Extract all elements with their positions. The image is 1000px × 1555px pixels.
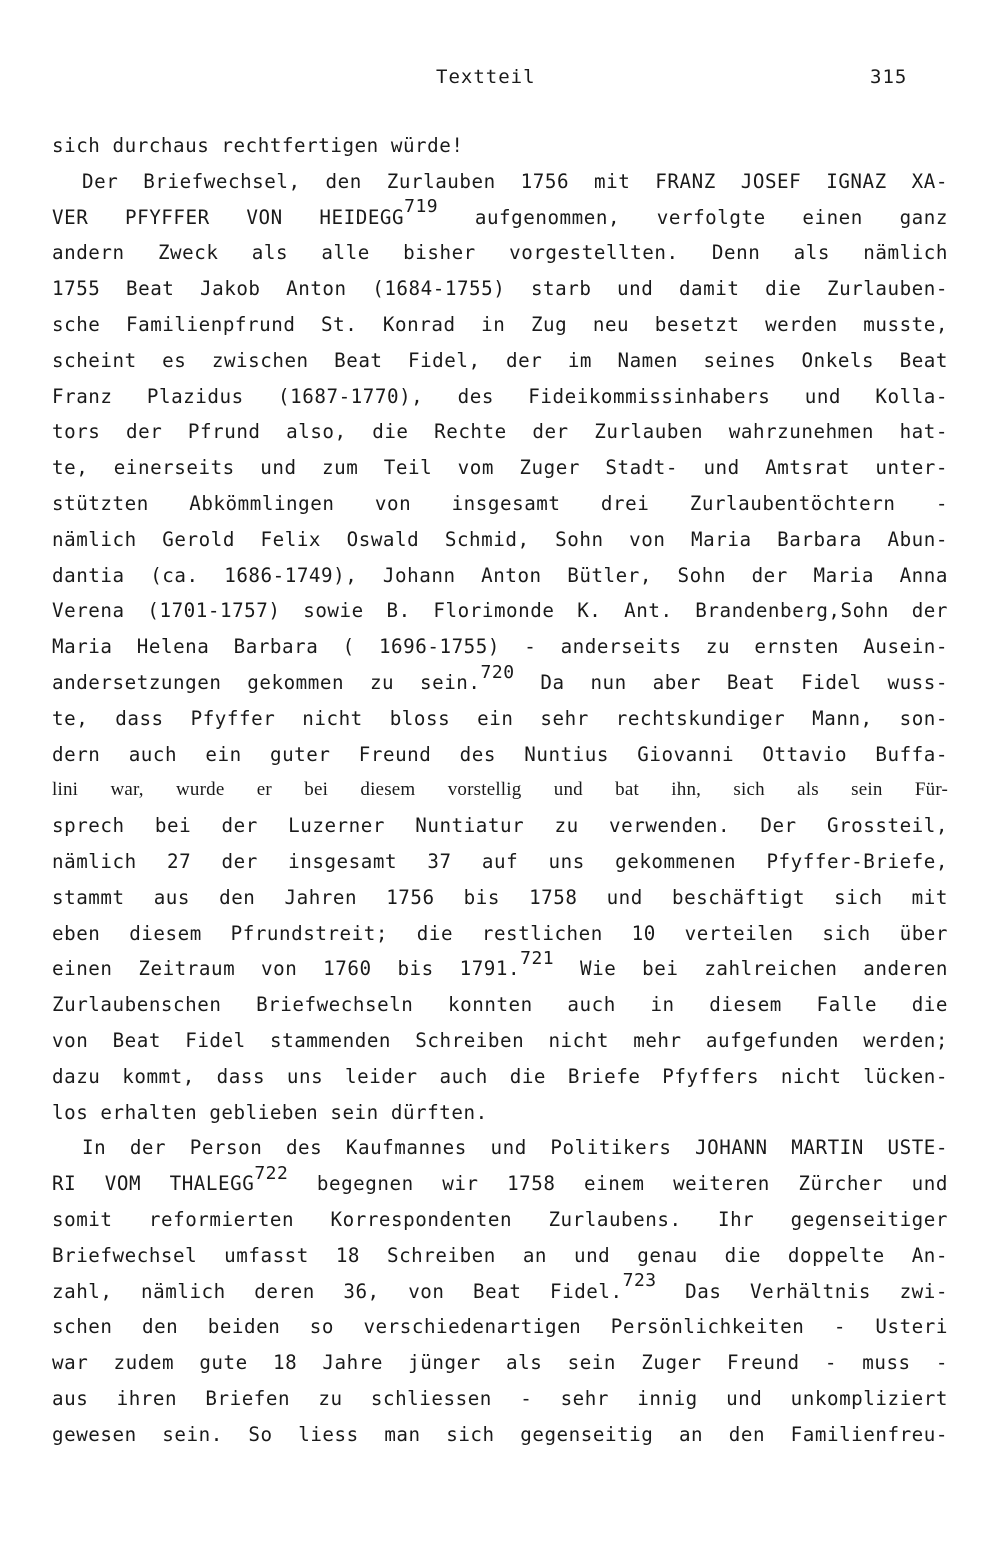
text-line: gewesen sein. So liess man sich gegenseitig an den Familienfreu- <box>52 1422 948 1446</box>
text-line: los erhalten geblieben sein dürften. <box>52 1100 488 1124</box>
text-line: 1755 Beat Jakob Anton (1684-1755) starb und damit die Zurlauben- <box>52 277 948 301</box>
text-line: nämlich 27 der insgesamt 37 auf uns gekommenen Pfyffer-Briefe, <box>52 849 948 873</box>
text-line: sich durchaus rechtfertigen würde! <box>52 134 464 157</box>
body-text <box>52 128 948 1452</box>
page-number: 315 <box>870 66 908 88</box>
text-line: nämlich Gerold Felix Oswald Schmid, Sohn von Maria Barbara Abun- <box>52 527 948 551</box>
line-text-continued: Wie bei zahlreichen anderen <box>580 957 948 981</box>
footnote-marker: 720 <box>480 661 515 683</box>
text-line: sche Familienpfrund St. Konrad in Zug neu besetzt werden musste, <box>52 312 948 336</box>
text-line: von Beat Fidel stammenden Schreiben nicht mehr aufgefunden werden; <box>52 1028 948 1052</box>
line-text-continued: begegnen wir 1758 einem weiteren Zürcher und <box>316 1172 948 1196</box>
text-line: stammt aus den Jahren 1756 bis 1758 und beschäftigt sich mit <box>52 885 948 909</box>
text-line: somit reformierten Korrespondenten Zurlaubens. Ihr gegenseitiger <box>52 1207 948 1231</box>
text-line: te, einerseits und zum Teil vom Zuger Stadt- und Amtsrat unter- <box>52 456 948 480</box>
text-line <box>52 661 948 701</box>
text-line <box>52 947 948 987</box>
text-line: schen den beiden so verschiedenartigen Persönlichkeiten - Usteri <box>52 1315 948 1339</box>
text-line: Verena (1701-1757) sowie B. Florimonde K. Ant. Brandenberg,Sohn der <box>52 599 948 623</box>
text-line: tors der Pfrund also, die Rechte der Zurlauben wahrzunehmen hat- <box>52 420 948 444</box>
footnote-marker: 721 <box>520 947 555 969</box>
text-line: dern auch ein guter Freund des Nuntius Giovanni Ottavio Buffa- <box>52 742 948 766</box>
text-line: Briefwechsel umfasst 18 Schreiben an und genau die doppelte An- <box>52 1243 948 1267</box>
text-line: eben diesem Pfrundstreit; die restlichen 10 verteilen sich über <box>52 921 948 945</box>
line-text: VER PFYFFER VON HEIDEGG <box>52 205 405 229</box>
text-line: dazu kommt, dass uns leider auch die Briefe Pfyffers nicht lücken- <box>52 1064 948 1088</box>
footnote-marker: 723 <box>622 1270 657 1292</box>
text-line <box>52 1162 948 1202</box>
line-text-continued: Da nun aber Beat Fidel wuss- <box>540 670 948 694</box>
line-text: andersetzungen gekommen zu sein. <box>52 670 481 694</box>
text-line <box>52 1270 948 1310</box>
line-text: einen Zeitraum von 1760 bis 1791. <box>52 957 521 981</box>
line-text: RI VOM THALEGG <box>52 1172 255 1196</box>
text-line: te, dass Pfyffer nicht bloss ein sehr rechtskundiger Mann, son- <box>52 706 948 730</box>
footnote-marker: 719 <box>404 196 439 218</box>
text-line: Zurlaubenschen Briefwechseln konnten auch in diesem Falle die <box>52 993 948 1017</box>
text-line: lini war, wurde er bei diesem vorstellig und bat ihn, sich als sein Für- <box>52 779 948 801</box>
text-line: andern Zweck als alle bisher vorgestellten. Denn als nämlich <box>52 241 948 265</box>
text-line: aus ihren Briefen zu schliessen - sehr innig und unkompliziert <box>52 1386 948 1410</box>
text-line: Franz Plazidus (1687-1770), des Fideikommissinhabers und Kolla- <box>52 384 948 408</box>
text-line: stützten Abkömmlingen von insgesamt drei Zurlaubentöchtern - <box>52 491 948 515</box>
line-text-continued: Das Verhältnis zwi- <box>685 1279 948 1303</box>
line-text: zahl, nämlich deren 36, von Beat Fidel. <box>52 1279 623 1303</box>
text-line: war zudem gute 18 Jahre jünger als sein Zuger Freund - muss - <box>52 1351 948 1375</box>
text-line: Maria Helena Barbara ( 1696-1755) - anderseits zu ernsten Ausein- <box>52 635 948 659</box>
text-line <box>52 196 948 236</box>
text-line: sprech bei der Luzerner Nuntiatur zu verwenden. Der Grossteil, <box>52 814 948 838</box>
line-text-continued: aufgenommen, verfolgte einen ganz <box>474 205 948 229</box>
text-line: scheint es zwischen Beat Fidel, der im Namen seines Onkels Beat <box>52 348 948 372</box>
footnote-marker: 722 <box>254 1162 289 1184</box>
text-line: Der Briefwechsel, den Zurlauben 1756 mit FRANZ JOSEF IGNAZ XA- <box>82 169 948 193</box>
text-line: dantia (ca. 1686-1749), Johann Anton Bütler, Sohn der Maria Anna <box>52 563 948 587</box>
page-header <box>0 66 1000 96</box>
text-line: In der Person des Kaufmannes und Politikers JOHANN MARTIN USTE- <box>82 1136 948 1160</box>
running-title: Textteil <box>436 66 536 88</box>
